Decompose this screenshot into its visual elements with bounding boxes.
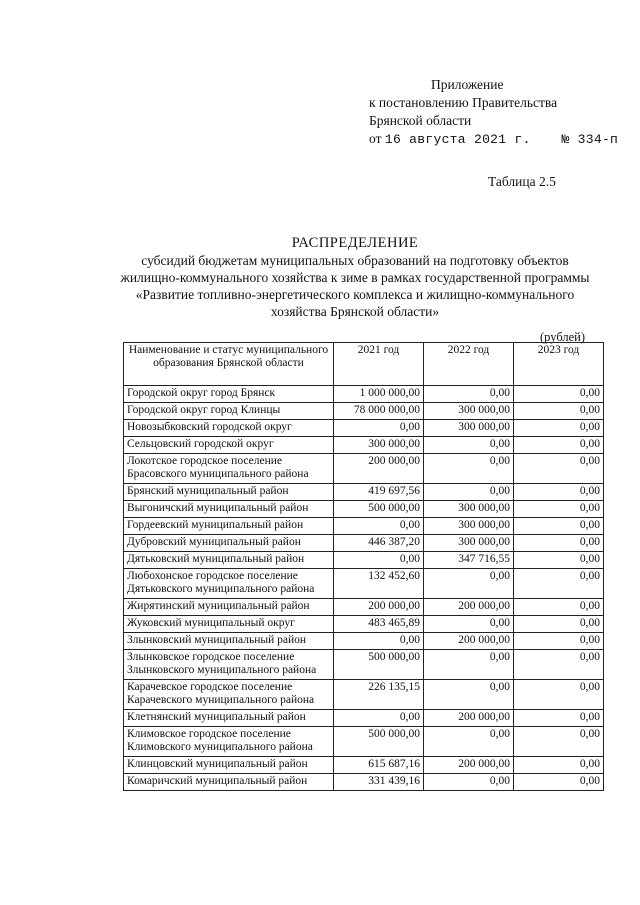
municipality-name-cell [124,454,334,484]
municipality-name-cell [124,386,334,403]
municipality-name-cell [124,437,334,454]
value-2021-cell: 500 000,00 [334,650,424,680]
table-row [124,757,604,774]
value-2022-cell: 200 000,00 [424,710,514,727]
value-2021-cell: 0,00 [334,633,424,650]
value-2023-cell: 0,00 [514,710,604,727]
value-2021-cell: 446 387,20 [334,535,424,552]
municipality-name: Новозыбковский городской округ [127,421,292,433]
municipality-district: Карачевского муниципального района [127,694,315,706]
value-2021-cell: 615 687,16 [334,757,424,774]
value-2022-cell: 0,00 [424,774,514,791]
table-row [124,484,604,501]
value-2023-cell: 0,00 [514,552,604,569]
value-2021-cell: 500 000,00 [334,501,424,518]
table-row [124,599,604,616]
value-2022-cell: 347 716,55 [424,552,514,569]
table-row [124,535,604,552]
municipality-district: Дятьковского муниципального района [127,583,315,595]
municipality-name-cell [124,616,334,633]
table-row [124,633,604,650]
value-2022-cell: 0,00 [424,727,514,757]
table-row [124,710,604,727]
value-2021-cell: 1 000 000,00 [334,386,424,403]
value-2022-cell: 200 000,00 [424,599,514,616]
municipality-name-cell [124,650,334,680]
table-row [124,454,604,484]
value-2021-cell: 78 000 000,00 [334,403,424,420]
value-2023-cell: 0,00 [514,437,604,454]
units-label: (рублей) [540,330,586,344]
table-row [124,650,604,680]
municipality-name-cell [124,484,334,501]
municipality-name-cell [124,420,334,437]
document-date: 16 августа 2021 г. [384,132,531,147]
distribution-table [123,342,604,791]
table-row [124,727,604,757]
value-2022-cell: 200 000,00 [424,633,514,650]
value-2021-cell: 132 452,60 [334,569,424,599]
value-2023-cell: 0,00 [514,501,604,518]
value-2023-cell: 0,00 [514,403,604,420]
municipality-name: Сельцовский городской округ [127,438,274,450]
value-2023-cell: 0,00 [514,386,604,403]
value-2022-cell: 300 000,00 [424,420,514,437]
value-2023-cell: 0,00 [514,757,604,774]
table-header-row [124,343,604,386]
municipality-name-cell [124,552,334,569]
municipality-name: Городской округ город Брянск [127,387,276,399]
value-2022-cell: 0,00 [424,484,514,501]
table-row [124,569,604,599]
value-2022-cell: 300 000,00 [424,403,514,420]
value-2023-cell: 0,00 [514,535,604,552]
municipality-name-cell [124,757,334,774]
column-header-2022: 2022 год [424,343,514,386]
value-2023-cell: 0,00 [514,633,604,650]
table-row [124,437,604,454]
municipality-district: Брасовского муниципального района [127,468,309,480]
table-row [124,616,604,633]
value-2023-cell: 0,00 [514,650,604,680]
municipality-name: Клинцовский муниципальный район [127,758,308,770]
value-2021-cell: 200 000,00 [334,454,424,484]
value-2022-cell: 200 000,00 [424,757,514,774]
municipality-name: Гордеевский муниципальный район [127,519,304,531]
value-2021-cell: 0,00 [334,518,424,535]
value-2023-cell: 0,00 [514,774,604,791]
municipality-name: Брянский муниципальный район [127,485,289,497]
municipality-name: Злынковское городское поселение [127,651,295,663]
value-2023-cell: 0,00 [514,727,604,757]
municipality-name-cell [124,599,334,616]
municipality-name: Дятьковский муниципальный район [127,553,305,565]
appendix-resolution-line: к постановлению Правительства [369,95,558,110]
municipality-name-cell [124,774,334,791]
municipality-district: Злынковского муниципального района [127,664,317,676]
municipality-name: Клетнянский муниципальный район [127,711,306,723]
value-2023-cell: 0,00 [514,680,604,710]
municipality-name: Любохонское городское поселение [127,570,298,582]
municipality-name-cell [124,518,334,535]
table-row [124,552,604,569]
value-2021-cell: 0,00 [334,710,424,727]
table-row [124,518,604,535]
municipality-name: Карачевское городское поселение [127,681,293,693]
table-row [124,774,604,791]
value-2022-cell: 300 000,00 [424,535,514,552]
document-number: № 334-п [561,132,619,147]
municipality-name-cell [124,633,334,650]
from-prefix: от [369,131,382,146]
municipality-name-cell [124,569,334,599]
municipality-name-cell [124,710,334,727]
column-header-2021: 2021 год [334,343,424,386]
value-2023-cell: 0,00 [514,420,604,437]
document-title: РАСПРЕДЕЛЕНИЕ [291,235,419,251]
municipality-name: Дубровский муниципальный район [127,536,301,548]
value-2021-cell: 483 465,89 [334,616,424,633]
appendix-title: Приложение [431,77,504,92]
value-2021-cell: 500 000,00 [334,727,424,757]
value-2022-cell: 0,00 [424,680,514,710]
appendix-block [369,76,618,149]
document-subtitle: субсидий бюджетам муниципальных образований на подготовку объектов жилищно-коммунального хозяйства к зиме в рамках государственной программы «Развитие топливно-энергетического комплекса и жилищно-коммунального хозяйства Брянской области» [120,253,590,319]
table-row [124,386,604,403]
value-2023-cell: 0,00 [514,484,604,501]
municipality-name: Локотское городское поселение [127,455,282,467]
value-2022-cell: 0,00 [424,616,514,633]
value-2022-cell: 0,00 [424,569,514,599]
value-2021-cell: 300 000,00 [334,437,424,454]
municipality-name-cell [124,680,334,710]
value-2023-cell: 0,00 [514,569,604,599]
table-label: Таблица 2.5 [488,174,556,189]
municipality-name: Комаричский муниципальный район [127,775,308,787]
municipality-name: Жирятинский муниципальный район [127,600,310,612]
municipality-name-cell [124,501,334,518]
table-row [124,403,604,420]
municipality-name: Жуковский муниципальный округ [127,617,295,629]
column-header-name: Наименование и статус муниципального образования Брянской области [124,343,334,386]
appendix-date-line [369,130,618,149]
value-2023-cell: 0,00 [514,616,604,633]
municipality-district: Климовского муниципального района [127,741,313,753]
value-2021-cell: 200 000,00 [334,599,424,616]
value-2023-cell: 0,00 [514,599,604,616]
value-2022-cell: 0,00 [424,437,514,454]
column-header-2023: 2023 год [514,343,604,386]
value-2022-cell: 300 000,00 [424,501,514,518]
municipality-name: Климовское городское поселение [127,728,291,740]
municipality-name: Злынковский муниципальный район [127,634,307,646]
value-2023-cell: 0,00 [514,454,604,484]
table-row [124,680,604,710]
value-2021-cell: 226 135,15 [334,680,424,710]
table-body [124,386,604,791]
municipality-name-cell [124,403,334,420]
municipality-name: Выгоничский муниципальный район [127,502,309,514]
value-2023-cell: 0,00 [514,518,604,535]
value-2021-cell: 0,00 [334,552,424,569]
value-2021-cell: 419 697,56 [334,484,424,501]
value-2022-cell: 0,00 [424,454,514,484]
municipality-name: Городской округ город Клинцы [127,404,281,416]
value-2021-cell: 331 439,16 [334,774,424,791]
value-2021-cell: 0,00 [334,420,424,437]
table-row [124,420,604,437]
municipality-name-cell [124,727,334,757]
table-row [124,501,604,518]
value-2022-cell: 0,00 [424,386,514,403]
municipality-name-cell [124,535,334,552]
value-2022-cell: 0,00 [424,650,514,680]
value-2022-cell: 300 000,00 [424,518,514,535]
appendix-region-line: Брянской области [369,113,472,128]
